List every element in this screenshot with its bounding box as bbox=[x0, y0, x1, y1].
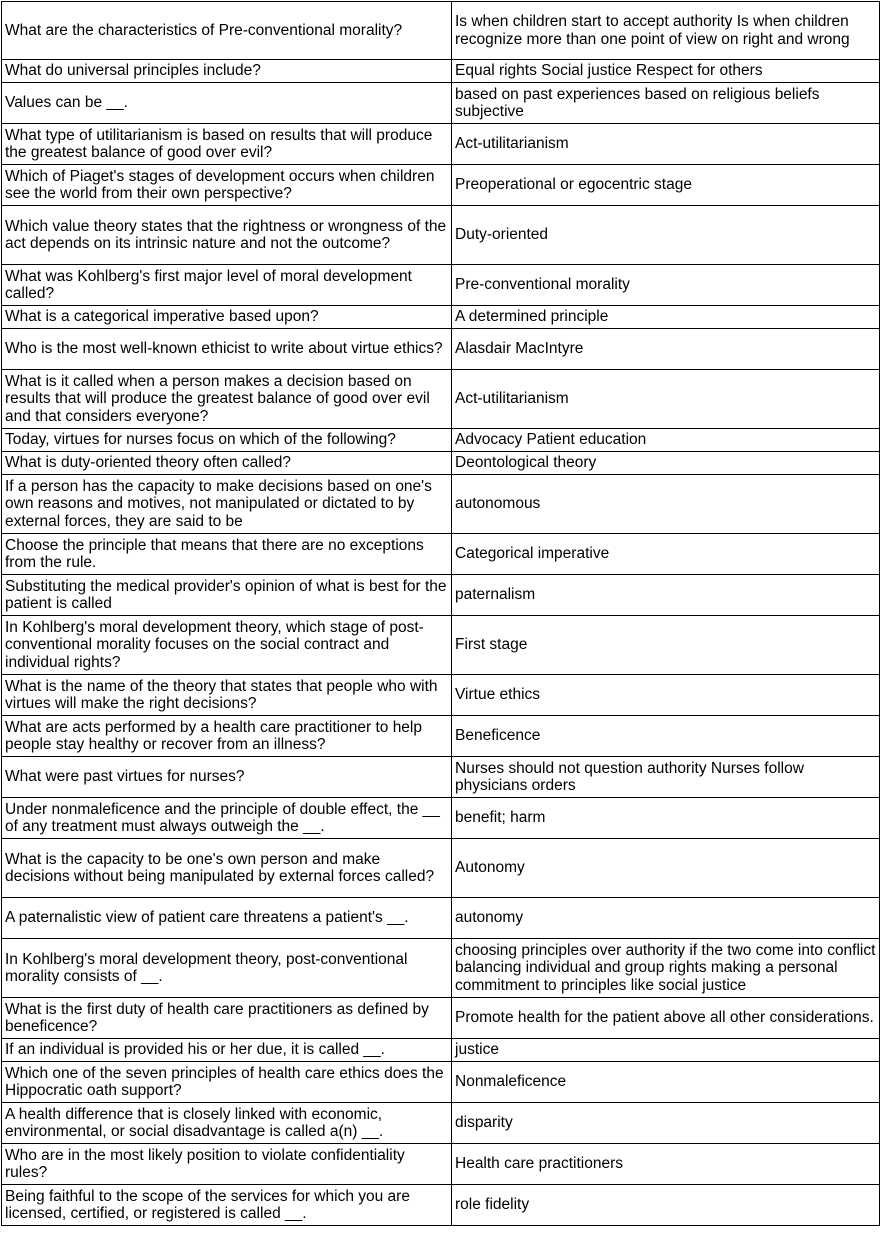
question-cell: What was Kohlberg's first major level of moral development called? bbox=[2, 265, 452, 306]
answer-cell: Health care practitioners bbox=[452, 1144, 880, 1185]
answer-cell: Act-utilitarianism bbox=[452, 370, 880, 429]
answer-cell: based on past experiences based on religious beliefs subjective bbox=[452, 83, 880, 124]
answer-cell: Is when children start to accept authority Is when children recognize more than one point of view on right and wrong bbox=[452, 2, 880, 60]
answer-cell: Deontological theory bbox=[452, 452, 880, 475]
table-row bbox=[2, 798, 880, 839]
table-row bbox=[2, 534, 880, 575]
question-cell: What type of utilitarianism is based on results that will produce the greatest balance of good over evil? bbox=[2, 124, 452, 165]
question-cell: A health difference that is closely linked with economic, environmental, or social disadvantage is called a(n) __. bbox=[2, 1103, 452, 1144]
answer-cell: Equal rights Social justice Respect for others bbox=[452, 60, 880, 83]
table-row bbox=[2, 60, 880, 83]
answer-cell: choosing principles over authority if the two come into conflict balancing individual and group rights making a personal commitment to principles like social justice bbox=[452, 939, 880, 998]
table-row bbox=[2, 265, 880, 306]
answer-cell: Promote health for the patient above all other considerations. bbox=[452, 998, 880, 1039]
question-cell: In Kohlberg's moral development theory, which stage of post-conventional morality focuses on the social contract and individual rights? bbox=[2, 616, 452, 675]
table-row bbox=[2, 1062, 880, 1103]
answer-cell: Pre-conventional morality bbox=[452, 265, 880, 306]
question-cell: What is the first duty of health care practitioners as defined by beneficence? bbox=[2, 998, 452, 1039]
question-cell: What is the capacity to be one's own person and make decisions without being manipulated by external forces called? bbox=[2, 839, 452, 898]
answer-cell: Preoperational or egocentric stage bbox=[452, 165, 880, 206]
question-cell: What is a categorical imperative based upon? bbox=[2, 306, 452, 329]
table-row bbox=[2, 616, 880, 675]
table-row bbox=[2, 939, 880, 998]
answer-cell: Beneficence bbox=[452, 716, 880, 757]
question-cell: What is it called when a person makes a decision based on results that will produce the greatest balance of good over evil and that considers everyone? bbox=[2, 370, 452, 429]
question-cell: Under nonmaleficence and the principle of double effect, the __ of any treatment must always outweigh the __. bbox=[2, 798, 452, 839]
table-row bbox=[2, 1103, 880, 1144]
answer-cell: autonomy bbox=[452, 898, 880, 939]
table-row bbox=[2, 83, 880, 124]
question-cell: Which of Piaget's stages of development occurs when children see the world from their own perspective? bbox=[2, 165, 452, 206]
table-row bbox=[2, 329, 880, 370]
answer-cell: Nurses should not question authority Nurses follow physicians orders bbox=[452, 757, 880, 798]
question-cell: Values can be __. bbox=[2, 83, 452, 124]
table-row bbox=[2, 757, 880, 798]
answer-cell: A determined principle bbox=[452, 306, 880, 329]
table-row bbox=[2, 475, 880, 534]
question-cell: Substituting the medical provider's opinion of what is best for the patient is called bbox=[2, 575, 452, 616]
question-cell: If a person has the capacity to make decisions based on one's own reasons and motives, not manipulated or dictated to by external forces, they are said to be bbox=[2, 475, 452, 534]
question-cell: Which value theory states that the rightness or wrongness of the act depends on its intrinsic nature and not the outcome? bbox=[2, 206, 452, 265]
answer-cell: benefit; harm bbox=[452, 798, 880, 839]
flashcard-table bbox=[1, 1, 880, 1226]
answer-cell: Advocacy Patient education bbox=[452, 429, 880, 452]
answer-cell: autonomous bbox=[452, 475, 880, 534]
answer-cell: role fidelity bbox=[452, 1185, 880, 1226]
answer-cell: paternalism bbox=[452, 575, 880, 616]
answer-cell: disparity bbox=[452, 1103, 880, 1144]
table-row bbox=[2, 1144, 880, 1185]
table-row bbox=[2, 2, 880, 60]
table-row bbox=[2, 306, 880, 329]
question-cell: What are the characteristics of Pre-conventional morality? bbox=[2, 2, 452, 60]
answer-cell: Nonmaleficence bbox=[452, 1062, 880, 1103]
answer-cell: justice bbox=[452, 1039, 880, 1062]
question-cell: A paternalistic view of patient care threatens a patient's __. bbox=[2, 898, 452, 939]
answer-cell: Act-utilitarianism bbox=[452, 124, 880, 165]
answer-cell: Autonomy bbox=[452, 839, 880, 898]
answer-cell: First stage bbox=[452, 616, 880, 675]
question-cell: Which one of the seven principles of health care ethics does the Hippocratic oath support? bbox=[2, 1062, 452, 1103]
question-cell: If an individual is provided his or her due, it is called __. bbox=[2, 1039, 452, 1062]
table-row bbox=[2, 165, 880, 206]
table-row bbox=[2, 839, 880, 898]
question-cell: Who is the most well-known ethicist to write about virtue ethics? bbox=[2, 329, 452, 370]
answer-cell: Categorical imperative bbox=[452, 534, 880, 575]
table-row bbox=[2, 452, 880, 475]
question-cell: What is duty-oriented theory often called? bbox=[2, 452, 452, 475]
table-row bbox=[2, 124, 880, 165]
table-row bbox=[2, 370, 880, 429]
table-row bbox=[2, 575, 880, 616]
question-cell: Today, virtues for nurses focus on which of the following? bbox=[2, 429, 452, 452]
question-cell: Choose the principle that means that there are no exceptions from the rule. bbox=[2, 534, 452, 575]
answer-cell: Virtue ethics bbox=[452, 675, 880, 716]
table-row bbox=[2, 716, 880, 757]
answer-cell: Alasdair MacIntyre bbox=[452, 329, 880, 370]
table-row bbox=[2, 429, 880, 452]
question-cell: What do universal principles include? bbox=[2, 60, 452, 83]
question-cell: What is the name of the theory that states that people who with virtues will make the right decisions? bbox=[2, 675, 452, 716]
question-cell: What were past virtues for nurses? bbox=[2, 757, 452, 798]
answer-cell: Duty-oriented bbox=[452, 206, 880, 265]
question-cell: Being faithful to the scope of the services for which you are licensed, certified, or registered is called __. bbox=[2, 1185, 452, 1226]
table-row bbox=[2, 898, 880, 939]
question-cell: Who are in the most likely position to violate confidentiality rules? bbox=[2, 1144, 452, 1185]
question-cell: What are acts performed by a health care practitioner to help people stay healthy or recover from an illness? bbox=[2, 716, 452, 757]
table-row bbox=[2, 206, 880, 265]
table-row bbox=[2, 1185, 880, 1226]
table-row bbox=[2, 998, 880, 1039]
table-row bbox=[2, 1039, 880, 1062]
table-row bbox=[2, 675, 880, 716]
question-cell: In Kohlberg's moral development theory, post-conventional morality consists of __. bbox=[2, 939, 452, 998]
flashcard-table-body bbox=[2, 2, 880, 1226]
